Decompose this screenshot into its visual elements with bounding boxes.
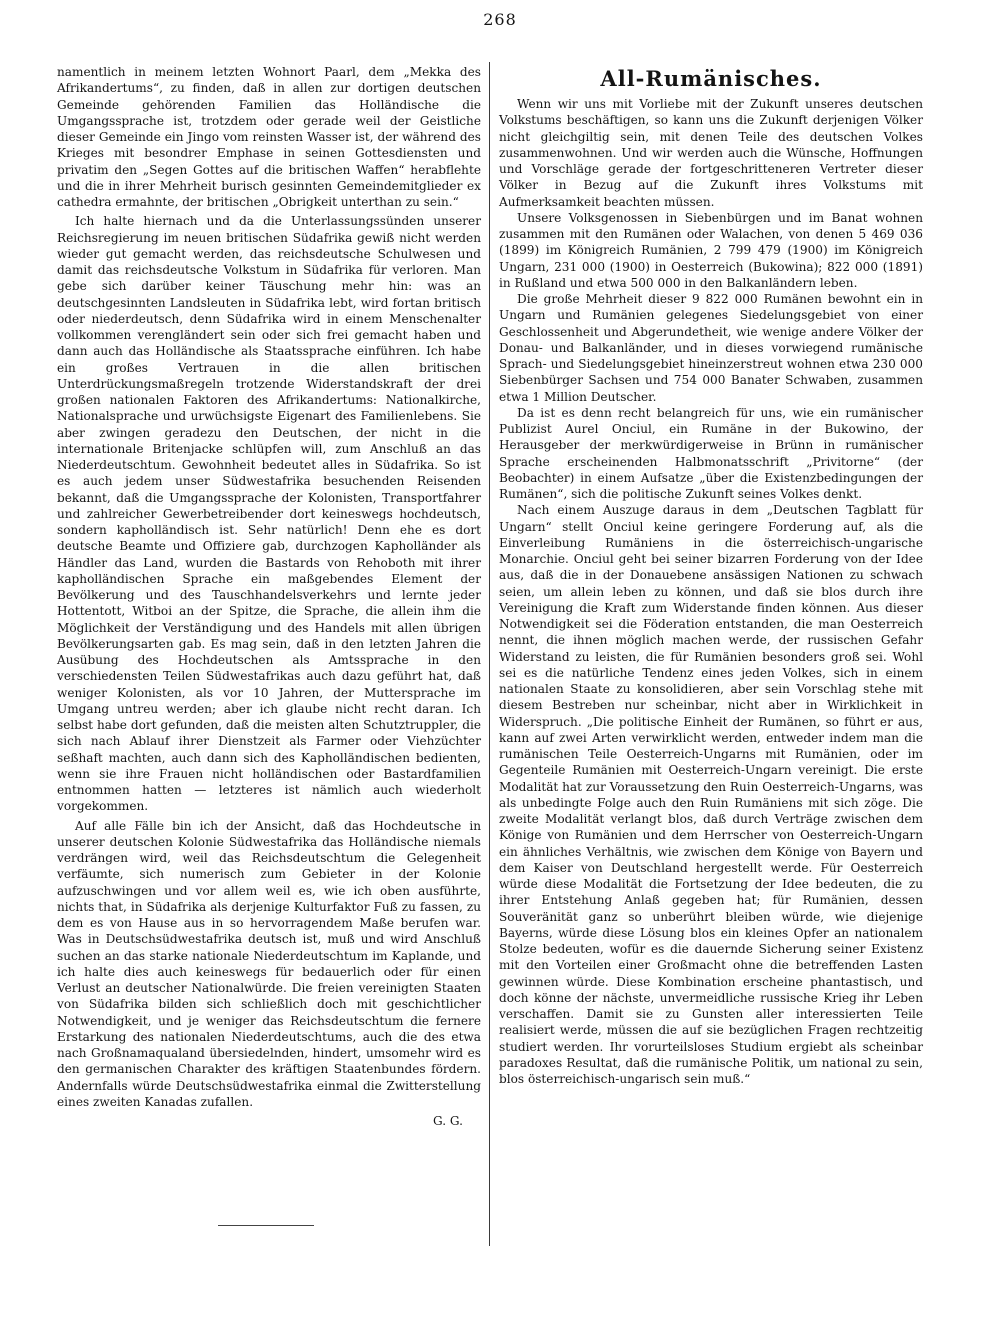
right-paragraph-5: Nach einem Auszuge daraus in dem „Deutschen Tagblatt für Ungarn“ stellt Onciul keine geringere Forderung auf, als die Einverleibung Rumäniens in die österreichisch-ungarische Monarchie. Onciul geht bei seiner bizarren Forderung von der Idee aus, daß die in der Donauebene ansässigen Nationen zu schwach seien, um allein leben zu können, und daß sie blos durch ihre Vereinigung die Kraft zum Widerstande finden können. Aus dieser Notwendigkeit sei die Föderation entstanden, die man Oesterreich nennt, die ihnen möglich machen werde, der russischen Gefahr Widerstand zu leisten, die für Rumänien besonders groß sei. Wohl sei es die natürliche Tendenz eines jeden Volkes, sich in einem nationalen Staate zu konsolidieren, aber sein Vorschlag stehe mit diesem Bestreben nur scheinbar, nicht aber in Wirklichkeit in Widerspruch. „Die politische Einheit der Rumänen, so führt er aus, kann auf zwei Arten verwirklicht werden, entweder indem man die rumänischen Teile Oesterreich-Ungarns mit Rumänien, oder im Gegenteile Rumänien mit Oesterreich-Ungarn vereinigt. Die erste Modalität hat zur Voraussetzung den Ruin Oesterreich-Ungarns, was als unbedingte Folge auch den Ruin Rumäniens mit sich zöge. Die zweite Modalität verlangt blos, daß durch Verträge zwischen dem Könige von Rumänien und dem Herrscher von Oesterreich-Ungarn ein ähnliches Verhältnis, wie zwischen dem Könige von Bayern und dem Kaiser von Deutschland hergestellt werde. Für Oesterreich würde diese Modalität die Fortsetzung der Idee bedeuten, die zu ihrer Entstehung Anlaß gegeben hat; für Rumänien, dessen Souveränität ganz so unberührt bleiben würde, wie diejenige Bayerns, würde diese Lösung blos ein kleines Opfer an nationalem Stolze bedeuten, wofür es die dauernde Sicherung seiner Existenz mit den Vorteilen einer Großmacht ohne die betreffenden Lasten gewinnen würde. Diese Kombination erscheine phantastisch, und doch könne der nächste, unvermeidliche russische Krieg ihr Leben verschaffen. Damit sie zu Gunsten aller interessierten Teile realisiert werde, müssen die auf sie bezüglichen Fragen rechtzeitig studiert werden. Ihr vorurteilsloses Studium ergiebt als scheinbar paradoxes Resultat, daß die rumänische Politik, um national zu sein, blos österreichisch-ungarisch sein muß.“: [499, 503, 923, 1086]
right-column: [499, 64, 923, 1087]
right-paragraph-2: Unsere Volksgenossen in Siebenbürgen und im Banat wohnen zusammen mit den Rumänen oder Walachen, von denen 5 469 036 (1899) im Königreich Rumänien, 2 799 479 (1900) im Königreich Ungarn, 231 000 (1900) in Oesterreich (Bukowina); 822 000 (1891) in Rußland und etwa 500 000 in den Balkanländern leben.: [499, 210, 923, 290]
left-paragraph-1: namentlich in meinem letzten Wohnort Paarl, dem „Mekka des Afrikandertums“, zu finden, daß in allen zur dortigen deutschen Gemeinde gehörenden Familien das Holländische die Umgangssprache ist, trotzdem oder gerade weil der Geistliche dieser Gemeinde ein Jingo vom reinsten Wasser ist, der während des Krieges mit besondrer Emphase in seinen Gottesdiensten und privatim den „Segen Gottes auf die britischen Waffen“ herabflehte und die in ihrer Mehrheit burisch gesinnten Gemeindemitglieder ex cathedra ermahnte, der britischen „Obrigkeit unterthan zu sein.“: [57, 65, 481, 209]
author-signature: G. G.: [433, 1114, 463, 1128]
right-paragraph-4: Da ist es denn recht belangreich für uns, wie ein rumänischer Publizist Aurel Onciul, ein Rumäne in der Bukowino, der Herausgeber der merkwürdigerweise in Brünn in rumänischer Sprache erscheinenden Halbmonatsschrift „Privitorne“ (der Beobachter) in einem Aufsatze „über die Existenzbedingungen der Rumänen“, sich die politische Zukunft seines Volkes denkt.: [499, 405, 923, 501]
left-column: [57, 64, 481, 1129]
article-title: All-Rumänisches.: [600, 66, 822, 91]
article-end-rule: [218, 1225, 314, 1226]
column-divider: [489, 62, 490, 1246]
right-paragraph-3: Die große Mehrheit dieser 9 822 000 Rumänen bewohnt ein in Ungarn und Rumänien gelegenes Siedelungsgebiet von einer Geschlossenheit und Abgerundetheit, wie wenige andere Völker der Donau- und Balkanländer, und in dieses vorwiegend rumänische Sprach- und Siedelungsgebiet hineinzerstreut wohnen etwa 230 000 Siebenbürger Sachsen und 754 000 Banater Schwaben, zusammen etwa 1 Million Deutscher.: [499, 292, 923, 404]
page-number: 268: [483, 10, 517, 29]
right-paragraph-1: Wenn wir uns mit Vorliebe mit der Zukunft unseres deutschen Volkstums beschäftigen, so kann uns die Zukunft derjenigen Völker nicht gleichgiltig sein, mit denen Teile des deutschen Volkes zusammenwohnen. Und wir werden auch die Wünsche, Hoffnungen und Vorschläge gerade der fortgeschritteneren Vertreter dieser Völker in Bezug auf die Zukunft ihres Volkstums mit Aufmerksamkeit beachten müssen.: [499, 97, 923, 209]
left-paragraph-3: Auf alle Fälle bin ich der Ansicht, daß das Hochdeutsche in unserer deutschen Kolonie Südwestafrika das Holländische niemals verdrängen wird, weil das Reichsdeutschtum die Gelegenheit verfäumte, sich numerisch zum Gebieter in der Kolonie aufzuschwingen und vor allem weil es, wie ich oben ausführte, nichts that, in Südafrika als derjenige Kulturfaktor Fuß zu fassen, zu dem es von Hause aus in so hervorragendem Maße berufen war. Was in Deutschsüdwestafrika deutsch ist, muß und wird Anschluß suchen an das starke nationale Niederdeutschtum im Kaplande, und ich halte dies auch keineswegs für bedauerlich oder für einen Verlust an deutscher Nationalwürde. Die freien vereinigten Staaten von Südafrika bilden sich schließlich doch mit geschichtlicher Notwendigkeit, und je weniger das Reichsdeutschtum die fernere Erstarkung des nationalen Niederdeutschtums, auch die des etwa nach Großnamaqualand übersiedelnden, hindert, umsomehr wird es den germanischen Charakter des kräftigen Staatenbundes fördern. Andernfalls würde Deutschsüdwestafrika einmal die Zwitterstellung eines zweiten Kanadas zufallen.: [57, 818, 481, 1109]
left-paragraph-2: Ich halte hiernach und da die Unterlassungssünden unserer Reichsregierung im neuen britischen Südafrika gewiß nicht werden wieder gut gemacht werden, das reichsdeutsche Schulwesen und damit das reichsdeutsche Volkstum in Südafrika für verloren. Man gebe sich darüber keiner Täuschung mehr hin: was an deutschgesinnten Landsleuten in Südafrika lebt, wird fortan britisch oder niederdeutsch, denn Südafrika wird in einem Menschenalter vollkommen verengländert sein oder sich frei gemacht haben und dann auch das Holländische als Staatssprache einführen. Ich habe ein großes Vertrauen in die allen britischen Unterdrückungsmaßregeln trotzende Widerstandskraft der drei großen nationalen Faktoren des Afrikandertums: Nationalkirche, Nationalsprache und urwüchsigste Eigenart des Familienlebens. Sie aber zwingen geradezu den Deutschen, der nicht in die internationale Britenjacke schlüpfen will, zum Anschluß an das Niederdeutschtum. Gewohnheit bedeutet alles in Südafrika. So ist es auch jedem unser Südwestafrika besuchenden Reisenden bekannt, daß die Umgangssprache der Kolonisten, Transportfahrer und zahlreicher Gewerbetreibender dort keineswegs hochdeutsch, sondern kapholländisch ist. Sehr natürlich! Denn ehe es dort deutsche Beamte und Offiziere gab, durchzogen Kapholländer als Händler das Land, wurden die Bastards von Rehoboth mit ihrer kapholländischen Sprache ein maßgebendes Element der Bevölkerung und des Tauschhandelsverkehrs und lernte jeder Hottentott, Witboi an der Spitze, die Sprache, die allein ihm die Möglichkeit der Verständigung und des Handels mit allen übrigen Bevölkerungsarten gab. Es mag sein, daß in den letzten Jahren die Ausübung des Hochdeutschen als Amtssprache in den verschiedensten Teilen Südwestafrikas auch dazu geführt hat, daß weniger Kolonisten, als vor 10 Jahren, der Muttersprache im Umgang untreu werden; aber ich glaube nicht recht daran. Ich selbst habe dort gefunden, daß die meisten alten Schutztruppler, die sich nach Ablauf ihrer Dienstzeit als Farmer oder Viehzüchter seßhaft machten, auch dann sich des Kapholländischen bedienten, wenn sie ihre Frauen nicht holländischen oder Bastardfamilien entnommen hatten — letzteres ist nämlich auch wiederholt vorgekommen.: [57, 214, 481, 814]
